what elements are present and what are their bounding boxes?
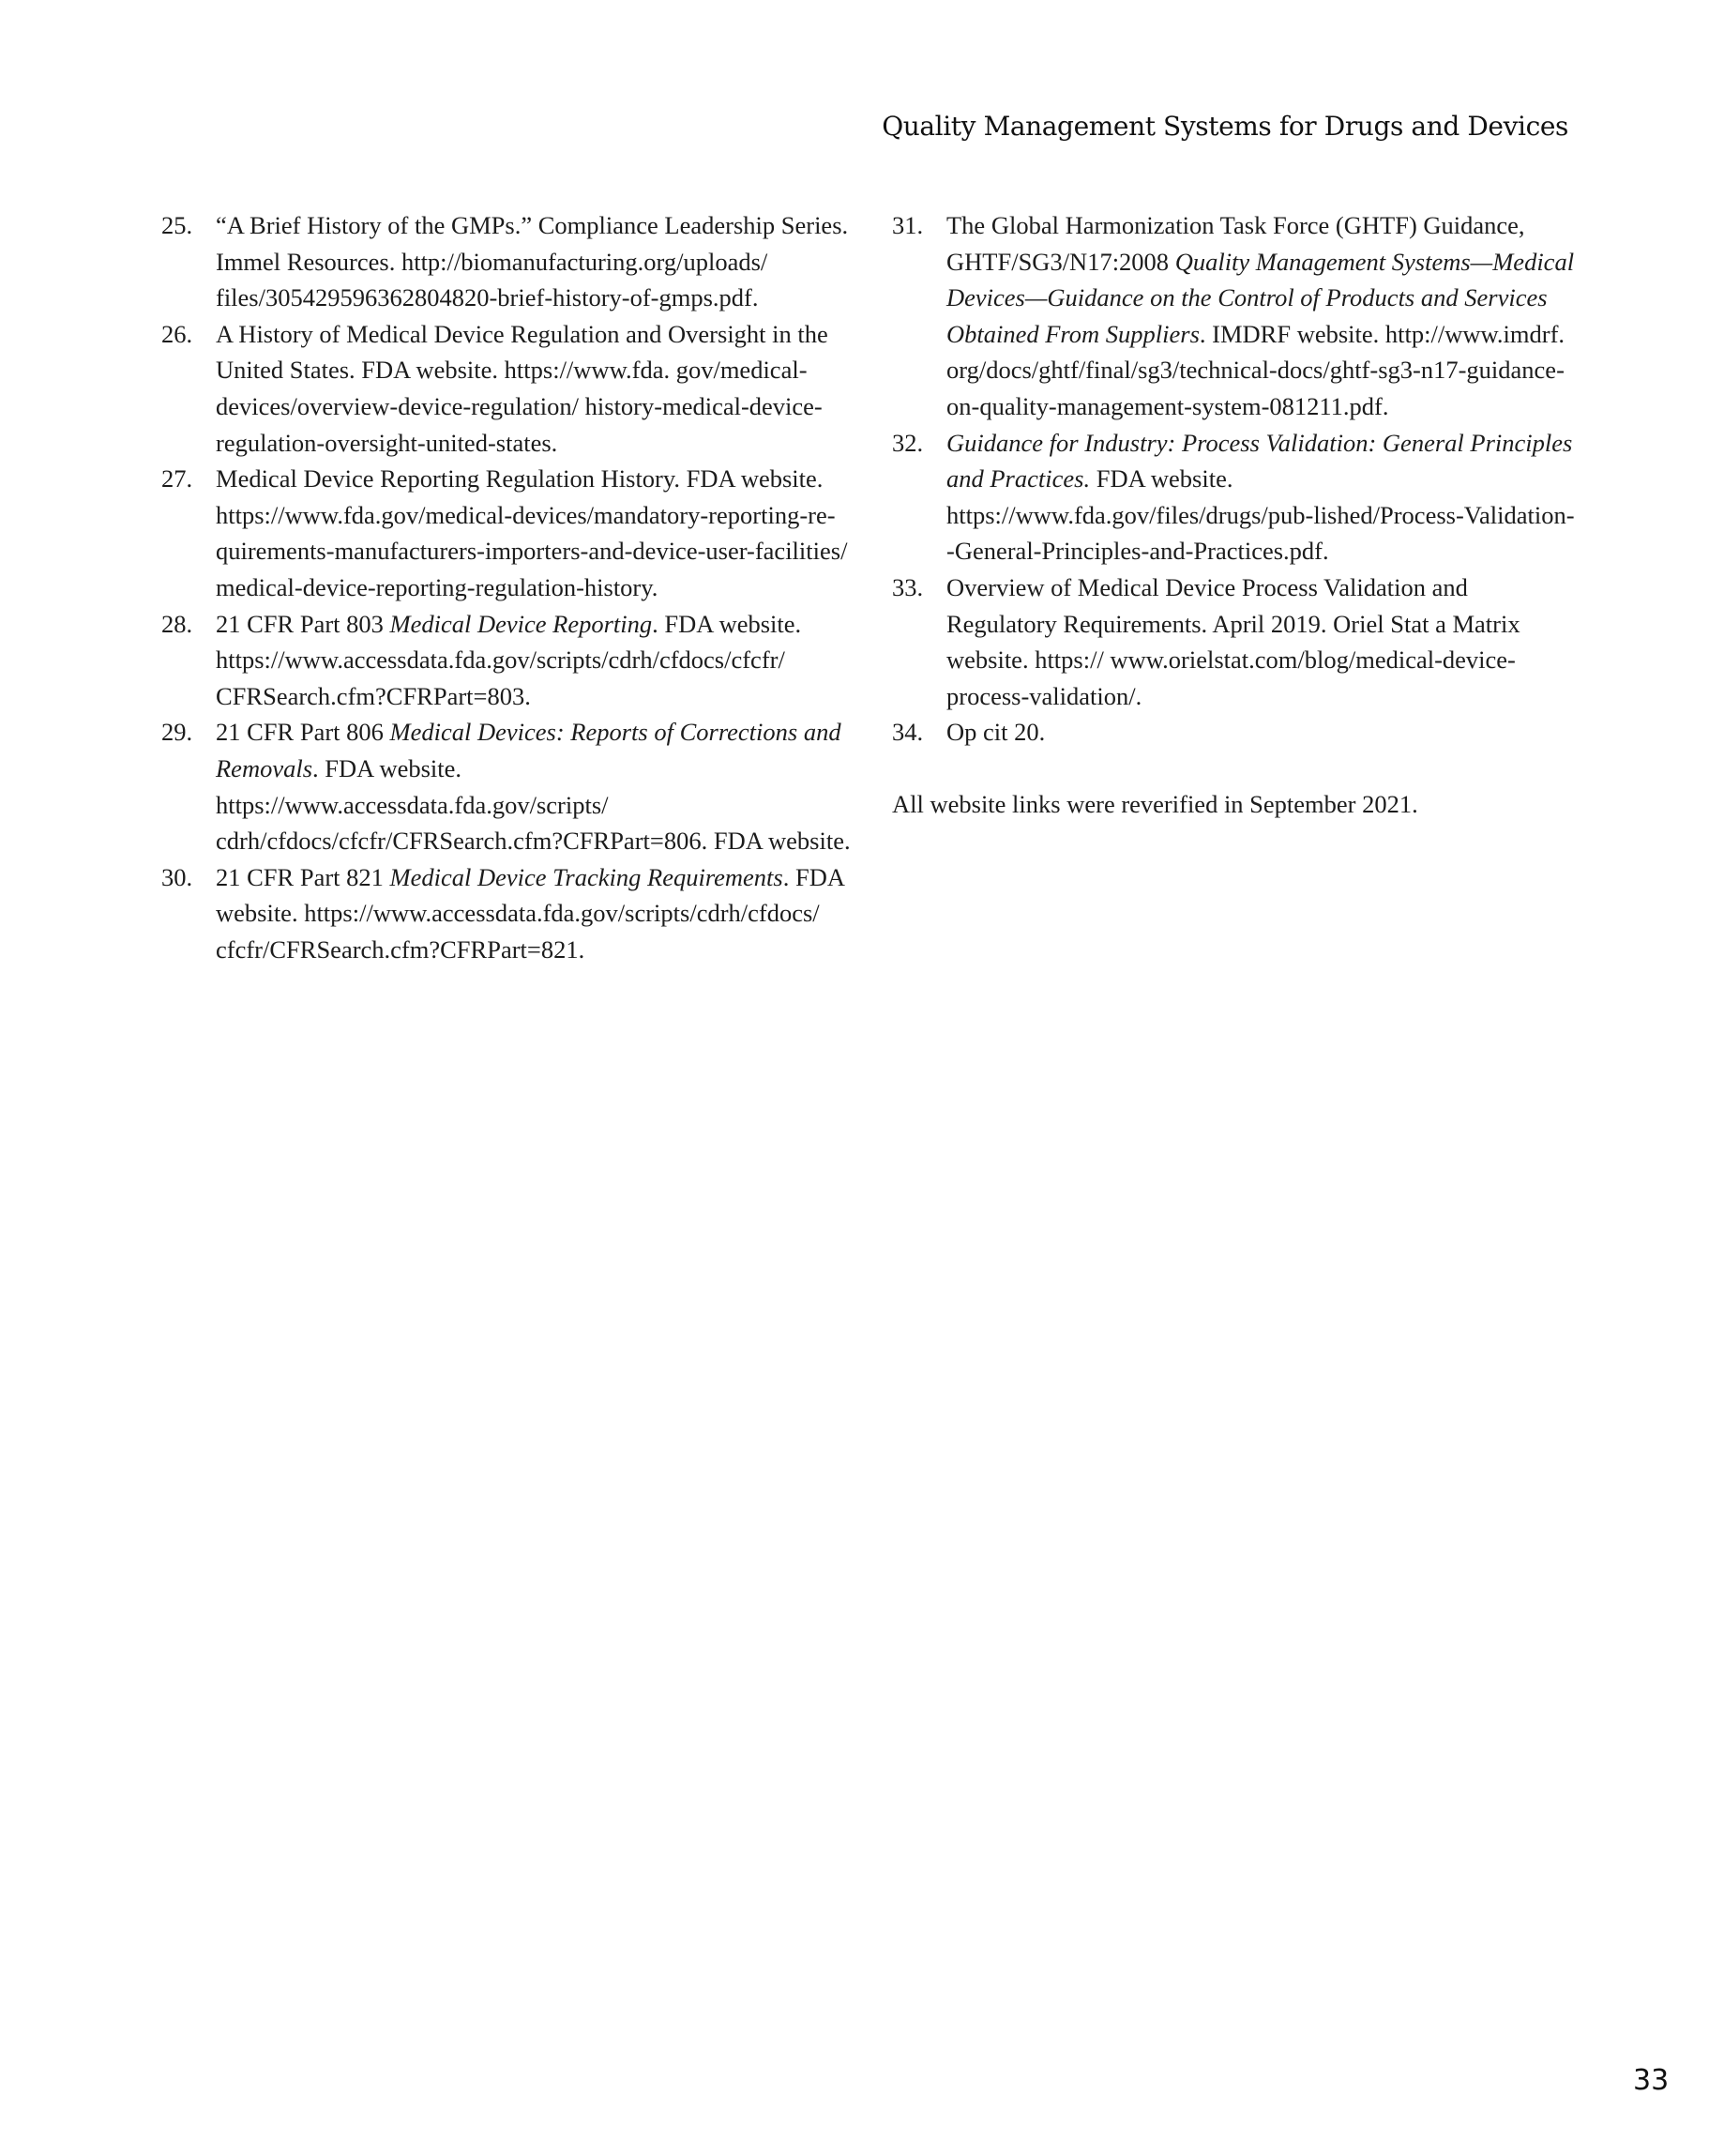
reference-item bbox=[161, 461, 855, 605]
reference-text-segment: 21 CFR Part 806 bbox=[216, 718, 390, 747]
references-column-left bbox=[161, 207, 855, 967]
reference-text bbox=[946, 569, 1577, 714]
links-verification-note: All website links were reverified in September 2021. bbox=[892, 789, 1418, 818]
reference-text-segment: Medical Device Reporting Regulation History. FDA website. https://www.fda.gov/medical-devices/mandatory-reporting-re-quirements-manufacturers-importers-and-device-user-facilities/ medical-device-reporting-regulation-history. bbox=[216, 464, 848, 601]
reference-text bbox=[216, 207, 855, 316]
reference-number: 25. bbox=[161, 211, 193, 239]
reference-item bbox=[161, 606, 855, 715]
reference-text-segment: . FDA website. https://www.accessdata.fda.gov/scripts/cdrh/cfdocs/ cfcfr/CFRSearch.cfm?CFRPart=821. bbox=[216, 862, 844, 964]
reference-text bbox=[216, 714, 855, 858]
reference-title-italic: Quality Management Systems—Medical Devices—Guidance on the Control of Products and Services Obtained From Suppliers bbox=[946, 247, 1575, 348]
reference-number: 29. bbox=[161, 718, 193, 747]
reference-number: 28. bbox=[161, 609, 193, 638]
reference-number: 30. bbox=[161, 862, 193, 891]
reference-number: 31. bbox=[892, 211, 924, 239]
reference-item bbox=[161, 316, 855, 461]
reference-text bbox=[946, 714, 1577, 751]
reference-text-segment: The Global Harmonization Task Force (GHTF) Guidance, GHTF/SG3/N17:2008 bbox=[946, 211, 1525, 276]
reference-text-segment: Overview of Medical Device Process Validation and Regulatory Requirements. April 2019. Oriel Stat a Matrix website. https:// www.orielstat.com/blog/medical-device-process-validation/. bbox=[946, 572, 1520, 710]
references-column-right bbox=[892, 207, 1577, 823]
reference-text bbox=[946, 425, 1577, 569]
reference-text bbox=[216, 859, 855, 968]
reference-text bbox=[216, 316, 855, 461]
reference-item bbox=[892, 207, 1577, 425]
reference-item bbox=[892, 714, 1577, 751]
reference-number: 34. bbox=[892, 718, 924, 747]
reference-text-segment: . FDA website. https://www.accessdata.fda.gov/scripts/ cdrh/cfdocs/cfcfr/CFRSearch.cfm?CFRPart=806. FDA website. bbox=[216, 753, 851, 856]
reference-number: 27. bbox=[161, 464, 193, 493]
reference-item bbox=[161, 714, 855, 858]
reference-text-segment: “A Brief History of the GMPs.” Compliance Leadership Series. Immel Resources. http://biomanufacturing.org/uploads/ files/305429596362804820-brief-history-of-gmps.pdf. bbox=[216, 211, 849, 312]
reference-title-italic: Medical Device Reporting bbox=[389, 609, 653, 638]
reference-text-segment: . IMDRF website. http://www.imdrf. org/docs/ghtf/final/sg3/technical-docs/ghtf-sg3-n17-guidance-on-quality-management-system-081211.pdf. bbox=[946, 319, 1565, 420]
reference-text bbox=[216, 461, 855, 605]
reference-item bbox=[892, 569, 1577, 714]
reference-item bbox=[161, 859, 855, 968]
running-head-title: Quality Management Systems for Drugs and Devices bbox=[882, 111, 1568, 142]
reference-text-segment: 21 CFR Part 821 bbox=[216, 862, 390, 891]
reference-item bbox=[161, 207, 855, 316]
reference-item bbox=[892, 425, 1577, 569]
reference-text-segment: Op cit 20. bbox=[946, 718, 1046, 747]
reference-text-segment: A History of Medical Device Regulation and Oversight in the United States. FDA website. https://www.fda. gov/medical-devices/overview-device-regulation/ history-medical-device-regulation-oversight-united-states. bbox=[216, 319, 828, 457]
reference-text-segment: 21 CFR Part 803 bbox=[216, 609, 390, 638]
page-number: 33 bbox=[1633, 2064, 1670, 2097]
reference-number: 33. bbox=[892, 572, 924, 601]
reference-title-italic: Medical Devices: Reports of Corrections and Removals bbox=[216, 718, 841, 782]
reference-text bbox=[216, 606, 855, 715]
reference-title-italic: Guidance for Industry: Process Validation: General Principles and Practices. bbox=[946, 428, 1573, 493]
reference-text bbox=[946, 207, 1577, 425]
reference-title-italic: Medical Device Tracking Requirements bbox=[389, 862, 783, 891]
reference-text-segment: FDA website. https://www.fda.gov/files/drugs/pub-lished/Process-Validation--General-Principles-and-Practices.pdf. bbox=[946, 464, 1575, 566]
reference-number: 32. bbox=[892, 428, 924, 457]
reference-text-segment: . FDA website. https://www.accessdata.fda.gov/scripts/cdrh/cfdocs/cfcfr/ CFRSearch.cfm?CFRPart=803. bbox=[216, 609, 802, 710]
reference-number: 26. bbox=[161, 319, 193, 348]
